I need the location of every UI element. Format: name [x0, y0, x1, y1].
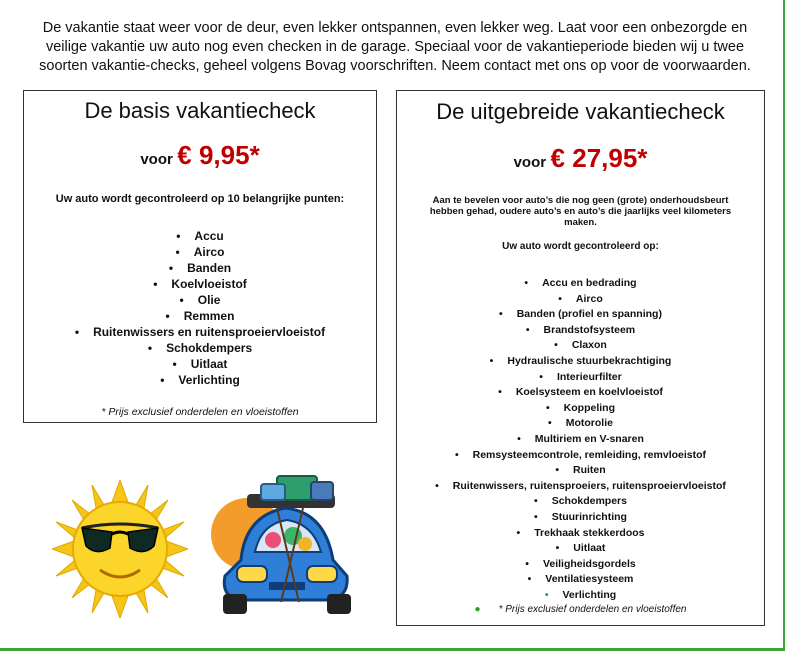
extended-check-item-label: Ruiten	[573, 464, 606, 477]
basic-check-item-label: Banden	[187, 261, 232, 275]
extended-check-item	[397, 557, 764, 573]
bullet-icon: •	[165, 309, 170, 323]
extended-check-item-label: Koppeling	[563, 401, 615, 414]
extended-check-item	[397, 494, 764, 510]
basic-check-item-label: Koelvloeistof	[171, 277, 247, 291]
bullet-icon: •	[499, 308, 503, 321]
bullet-icon: •	[548, 417, 552, 430]
basic-check-item	[24, 356, 376, 372]
basic-check-item-label: Verlichting	[178, 373, 240, 387]
bullet-icon: •	[489, 354, 494, 367]
extended-check-list	[397, 276, 764, 603]
extended-check-item-label: Hydraulische stuurbekrachtiging	[507, 354, 672, 367]
extended-check-item	[397, 338, 764, 354]
extended-check-item-label: Accu en bedrading	[542, 277, 637, 289]
basic-price-prefix: voor	[140, 151, 173, 168]
bullet-icon: •	[545, 401, 550, 414]
extended-price-note: * Prijs exclusief onderdelen en vloeistoffen	[498, 604, 687, 616]
sun-with-sunglasses-icon	[52, 480, 188, 618]
bullet-icon: •	[527, 573, 532, 586]
bullet-icon: •	[168, 261, 174, 275]
bullet-icon: •	[179, 293, 184, 307]
basic-check-item-label: Airco	[193, 245, 225, 259]
extended-check-item	[397, 416, 764, 432]
bullet-icon: •	[435, 479, 439, 492]
basic-check-box	[23, 90, 377, 423]
extended-check-item	[397, 292, 764, 308]
basic-check-item	[24, 308, 376, 324]
bullet-icon: •	[74, 325, 80, 339]
bullet-icon: •	[454, 448, 459, 461]
extended-check-item-label: Schokdempers	[551, 495, 627, 508]
bullet-icon: •	[176, 229, 181, 243]
extended-check-item	[397, 463, 764, 479]
extended-check-item	[397, 307, 764, 323]
bullet-icon: •	[554, 339, 558, 352]
extended-price: € 27,95*	[550, 143, 648, 173]
bullet-icon: •	[555, 464, 559, 477]
green-bullet-icon: ●	[474, 604, 481, 616]
basic-check-item-label: Uitlaat	[190, 357, 228, 371]
bullet-icon: •	[555, 542, 560, 555]
extended-check-item-label: Ruitenwissers, ruitensproeiers, ruitensproeiervloeistof	[452, 479, 726, 492]
basic-check-item	[24, 372, 376, 388]
extended-check-item	[397, 354, 764, 370]
extended-check-item	[397, 401, 764, 417]
extended-check-item-label: Remsysteemcontrole, remleiding, remvloeistof	[472, 448, 707, 461]
extended-check-item-label: Interieurfilter	[556, 370, 622, 383]
bullet-icon: •	[534, 495, 538, 508]
extended-check-item-label: Trekhaak stekkerdoos	[534, 526, 645, 539]
extended-check-item-label: Airco	[575, 292, 603, 305]
extended-check-item	[397, 526, 764, 542]
packed-car-icon	[207, 472, 357, 618]
extended-note-row	[397, 603, 764, 617]
extended-check-item-label: Koelsysteem en koelvloeistof	[515, 386, 663, 399]
bullet-icon: •	[175, 245, 180, 259]
extended-subhead: Uw auto wordt gecontroleerd op:	[502, 241, 659, 252]
bullet-icon: •	[534, 510, 538, 523]
extended-check-item-label: Verlichting	[562, 588, 617, 601]
extended-check-item-label: Veiligheidsgordels	[542, 557, 636, 570]
extended-price-prefix: voor	[513, 154, 547, 171]
basic-check-item-label: Ruitenwissers en ruitensproeiervloeistof	[93, 325, 326, 339]
extended-check-item	[397, 572, 764, 588]
bullet-icon: •	[172, 357, 177, 371]
bullet-icon: •	[539, 370, 543, 383]
basic-check-item	[24, 276, 376, 292]
extended-check-item-label: Stuurinrichting	[551, 510, 627, 523]
extended-check-item	[397, 323, 764, 339]
extended-check-title: De uitgebreide vakantiecheck	[436, 99, 725, 124]
bullet-icon: •	[153, 277, 158, 291]
intro-text: De vakantie staat weer voor de deur, even lekker ontspannen, even lekker weg. Laat voor een onbezorgde en veilige vakantie uw auto nog even checken in de garage. Speciaal voor de vakantieperiode bieden wij u twee soorten vakantie-checks, geheel volgens Bovag voorschriften. Neem contact met ons op voor de voorwaarden.	[39, 20, 751, 74]
extended-check-item-label: Brandstofsysteem	[543, 323, 636, 336]
basic-subhead: Uw auto wordt gecontroleerd op 10 belangrijke punten:	[55, 193, 345, 205]
basic-check-title: De basis vakantiecheck	[84, 98, 316, 123]
extended-check-item	[397, 510, 764, 526]
extended-check-item-label: Uitlaat	[573, 542, 606, 555]
basic-price: € 9,95*	[177, 140, 260, 170]
extended-check-item	[397, 370, 764, 386]
extended-check-item-label: Multiriem en V-snaren	[534, 432, 644, 445]
basic-check-item	[24, 228, 376, 244]
extended-advice: Aan te bevelen voor auto’s die nog geen (grote) onderhoudsbeurt hebben gehad, oudere auto’s en auto’s die jaarlijks veel kilometers maken.	[429, 195, 732, 228]
basic-check-item	[24, 340, 376, 356]
extended-check-item	[397, 448, 764, 464]
basic-check-list	[24, 228, 376, 388]
basic-check-item-label: Remmen	[183, 309, 235, 323]
basic-price-row	[24, 140, 376, 175]
bullet-icon: •	[517, 432, 521, 445]
basic-price-note: * Prijs exclusief onderdelen en vloeistoffen	[101, 406, 299, 418]
extended-check-item	[397, 276, 764, 292]
basic-check-item-label: Schokdempers	[166, 341, 253, 355]
extended-check-item	[397, 541, 764, 557]
bullet-icon: •	[558, 292, 562, 305]
bullet-icon: •	[160, 373, 165, 387]
basic-check-item	[24, 260, 376, 276]
extended-check-item	[397, 432, 764, 448]
extended-check-item-label: Claxon	[571, 339, 607, 352]
extended-check-item	[397, 479, 764, 495]
extended-check-item	[397, 588, 764, 604]
extended-check-item-label: Motorolie	[565, 417, 613, 430]
bullet-icon: •	[498, 386, 502, 399]
basic-check-item-label: Olie	[197, 293, 221, 307]
basic-check-item	[24, 244, 376, 260]
bullet-icon: •	[524, 277, 529, 289]
bullet-icon: •	[525, 557, 529, 570]
extended-check-item-label: Banden (profiel en spanning)	[516, 308, 662, 321]
extended-check-item-label: Ventilatiesysteem	[545, 573, 634, 586]
bullet-icon: •	[544, 588, 549, 601]
basic-check-item-label: Accu	[194, 229, 224, 243]
bullet-icon: •	[516, 526, 521, 539]
extended-check-item	[397, 385, 764, 401]
bullet-icon: •	[525, 323, 530, 336]
basic-check-item	[24, 324, 376, 340]
extended-check-box	[396, 90, 765, 626]
extended-price-row	[397, 143, 764, 178]
bullet-icon: •	[147, 341, 153, 355]
basic-check-item	[24, 292, 376, 308]
